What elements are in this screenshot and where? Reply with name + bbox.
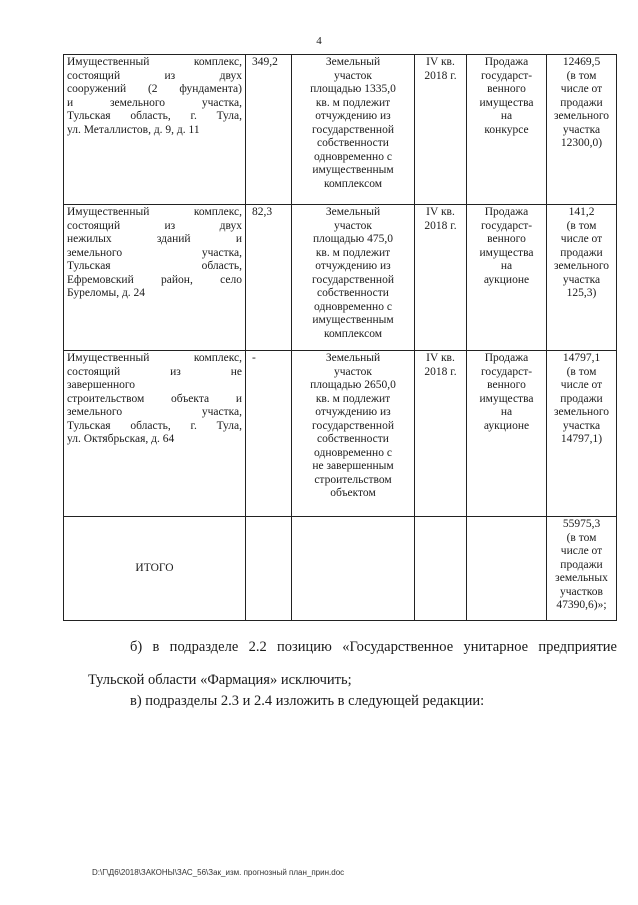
expected-income-line: земельного	[553, 110, 610, 122]
sale-method-line: имущества	[479, 96, 534, 109]
paragraph-b-line1: б) в подразделе 2.2 позицию «Государственное унитарное предприятие	[130, 639, 617, 655]
empty-cell	[246, 517, 292, 621]
expected-income-line: 125,3)	[566, 287, 597, 299]
property-description	[64, 351, 246, 517]
total-income-line: участков	[560, 585, 603, 598]
land-plot-info-line: комплексом	[323, 327, 383, 340]
property-description-line: Имущественный комплекс,	[67, 352, 242, 364]
expected-income-line: (в том	[566, 69, 597, 82]
table-row	[64, 205, 617, 351]
sale-method-line: аукционе	[483, 419, 530, 432]
total-row	[64, 517, 617, 621]
sale-term-line: 2018 г.	[424, 69, 457, 82]
total-income-line: 55975,3	[562, 518, 601, 530]
expected-income-line: (в том	[566, 219, 597, 232]
sale-method-line: венного	[487, 233, 526, 245]
property-description-line: Тульская область,	[67, 260, 242, 272]
land-plot-info-line: собственности	[317, 137, 389, 149]
table-row	[64, 351, 617, 517]
property-description-line: ул. Октябрьская, д. 64	[67, 433, 175, 445]
file-path-footer: D:\Г\Д6\2018\ЗАКОНЫ\ЗАС_56\Зак_изм. прогнозный план_прин.doc	[92, 868, 345, 877]
sale-method-line: аукционе	[483, 273, 530, 286]
property-description-line: Имущественный комплекс,	[67, 56, 242, 68]
property-description-line: строительством объекта и	[67, 392, 242, 405]
property-description-line: состоящий из двух	[67, 219, 242, 232]
land-plot-info	[292, 205, 415, 351]
area-value: -	[246, 351, 292, 517]
land-plot-info-line: Земельный	[325, 56, 381, 68]
sale-method	[467, 205, 547, 351]
sale-method-line: на	[500, 110, 513, 122]
property-description	[64, 205, 246, 351]
land-plot-info-line: кв. м подлежит	[315, 96, 391, 109]
sale-method-line: венного	[487, 83, 526, 95]
expected-income	[547, 351, 617, 517]
sale-method	[467, 55, 547, 205]
land-plot-info-line: площадью 1335,0	[310, 83, 396, 95]
expected-income-line: числе от	[560, 233, 603, 245]
property-description-line: Имущественный комплекс,	[67, 206, 242, 218]
land-plot-info-line: государственной	[312, 123, 394, 136]
property-description-line: состоящий из двух	[67, 69, 242, 82]
area-value: 349,2	[246, 55, 292, 205]
expected-income	[547, 205, 617, 351]
sale-method-line: имущества	[479, 392, 534, 405]
land-plot-info-line: собственности	[317, 433, 389, 445]
sale-method	[467, 351, 547, 517]
total-income-line: (в том	[566, 531, 597, 544]
land-plot-info-line: кв. м подлежит	[315, 392, 391, 405]
land-plot-info-line: имущественным	[312, 164, 394, 176]
expected-income-line: 14797,1	[562, 352, 601, 364]
sale-method-line: Продажа	[484, 352, 529, 364]
sale-method-line: государст-	[480, 69, 533, 82]
land-plot-info-line: государственной	[312, 273, 394, 286]
sale-method-line: Продажа	[484, 206, 529, 218]
expected-income-line: (в том	[566, 365, 597, 378]
property-description	[64, 55, 246, 205]
property-description-line: и земельного участка,	[67, 96, 242, 109]
sale-method-line: государст-	[480, 219, 533, 232]
expected-income-line: продажи	[560, 96, 603, 109]
sale-method-line: на	[500, 406, 513, 418]
land-plot-info-line: не завершенным	[312, 460, 394, 472]
sale-method-line: венного	[487, 379, 526, 391]
expected-income-line: участка	[562, 419, 601, 432]
land-plot-info-line: строительством	[314, 473, 392, 486]
expected-income-line: числе от	[560, 379, 603, 391]
paragraph-v: в) подразделы 2.3 и 2.4 изложить в следующей редакции:	[130, 693, 485, 709]
property-description-line: состоящий из не	[67, 365, 242, 378]
sale-term	[415, 351, 467, 517]
land-plot-info-line: одновременно с	[314, 300, 392, 313]
land-plot-info	[292, 351, 415, 517]
expected-income	[547, 55, 617, 205]
sale-term	[415, 55, 467, 205]
total-income-line: 47390,6)»;	[556, 599, 607, 611]
property-description-line: Тульская область, г. Тула,	[67, 110, 242, 122]
property-description-line: ул. Металлистов, д. 9, д. 11	[67, 123, 200, 136]
land-plot-info-line: отчуждению из	[315, 406, 391, 418]
sale-method-line: имущества	[479, 246, 534, 259]
expected-income-line: участка	[562, 273, 601, 286]
expected-income-line: 141,2	[568, 206, 595, 218]
sale-term-line: IV кв.	[426, 56, 455, 68]
expected-income-line: 12469,5	[562, 56, 601, 68]
expected-income-line: земельного	[553, 260, 610, 272]
property-description-line: нежилых зданий и	[67, 233, 242, 245]
total-income	[547, 517, 617, 621]
expected-income-line: 12300,0)	[560, 137, 603, 149]
sale-term-line: IV кв.	[426, 352, 455, 364]
property-description-line: сооружений (2 фундамента)	[67, 83, 242, 95]
land-plot-info-line: одновременно с	[314, 446, 392, 459]
property-description-line: Тульская область, г. Тула,	[67, 419, 242, 432]
sale-term	[415, 205, 467, 351]
sale-method-line: государст-	[480, 365, 533, 378]
expected-income-line: участка	[562, 123, 601, 136]
property-description-line: земельного участка,	[67, 246, 242, 259]
total-label: ИТОГО	[64, 517, 246, 621]
sale-method-line: конкурсе	[484, 123, 529, 136]
total-income-line: числе от	[560, 545, 603, 557]
land-plot-info-line: одновременно с	[314, 150, 392, 163]
land-plot-info-line: объектом	[330, 487, 376, 499]
property-description-line: Ефремовский район, село	[67, 273, 242, 286]
property-description-line: земельного участка,	[67, 406, 242, 418]
empty-cell	[415, 517, 467, 621]
land-plot-info-line: участок	[334, 69, 372, 82]
land-plot-info-line: комплексом	[323, 177, 383, 190]
expected-income-line: продажи	[560, 246, 603, 259]
expected-income-line: числе от	[560, 83, 603, 95]
expected-income-line: продажи	[560, 392, 603, 405]
land-plot-info-line: государственной	[312, 419, 394, 432]
area-value: 82,3	[246, 205, 292, 351]
sale-term-line: 2018 г.	[424, 219, 457, 232]
total-income-line: земельных	[555, 572, 608, 584]
privatization-table	[63, 54, 617, 621]
land-plot-info	[292, 55, 415, 205]
land-plot-info-line: кв. м подлежит	[315, 246, 391, 259]
land-plot-info-line: Земельный	[325, 206, 381, 218]
land-plot-info-line: площадью 475,0	[312, 233, 394, 245]
land-plot-info-line: участок	[334, 219, 372, 232]
sale-term-line: IV кв.	[426, 206, 455, 218]
land-plot-info-line: участок	[334, 365, 372, 378]
empty-cell	[292, 517, 415, 621]
property-description-line: Буреломы, д. 24	[67, 287, 146, 299]
paragraph-b-line2: Тульской области «Фармация» исключить;	[88, 672, 352, 688]
empty-cell	[467, 517, 547, 621]
total-income-line: продажи	[560, 558, 603, 571]
table-row	[64, 55, 617, 205]
page-number: 4	[316, 35, 322, 47]
sale-term-line: 2018 г.	[424, 365, 457, 378]
sale-method-line: на	[500, 260, 513, 272]
sale-method-line: Продажа	[484, 56, 529, 68]
property-description-line: завершенного	[67, 379, 136, 391]
expected-income-line: 14797,1)	[560, 433, 603, 445]
land-plot-info-line: отчуждению из	[315, 110, 391, 122]
expected-income-line: земельного	[553, 406, 610, 418]
land-plot-info-line: имущественным	[312, 314, 394, 326]
land-plot-info-line: собственности	[317, 287, 389, 299]
land-plot-info-line: Земельный	[325, 352, 381, 364]
land-plot-info-line: площадью 2650,0	[310, 379, 396, 391]
land-plot-info-line: отчуждению из	[315, 260, 391, 272]
